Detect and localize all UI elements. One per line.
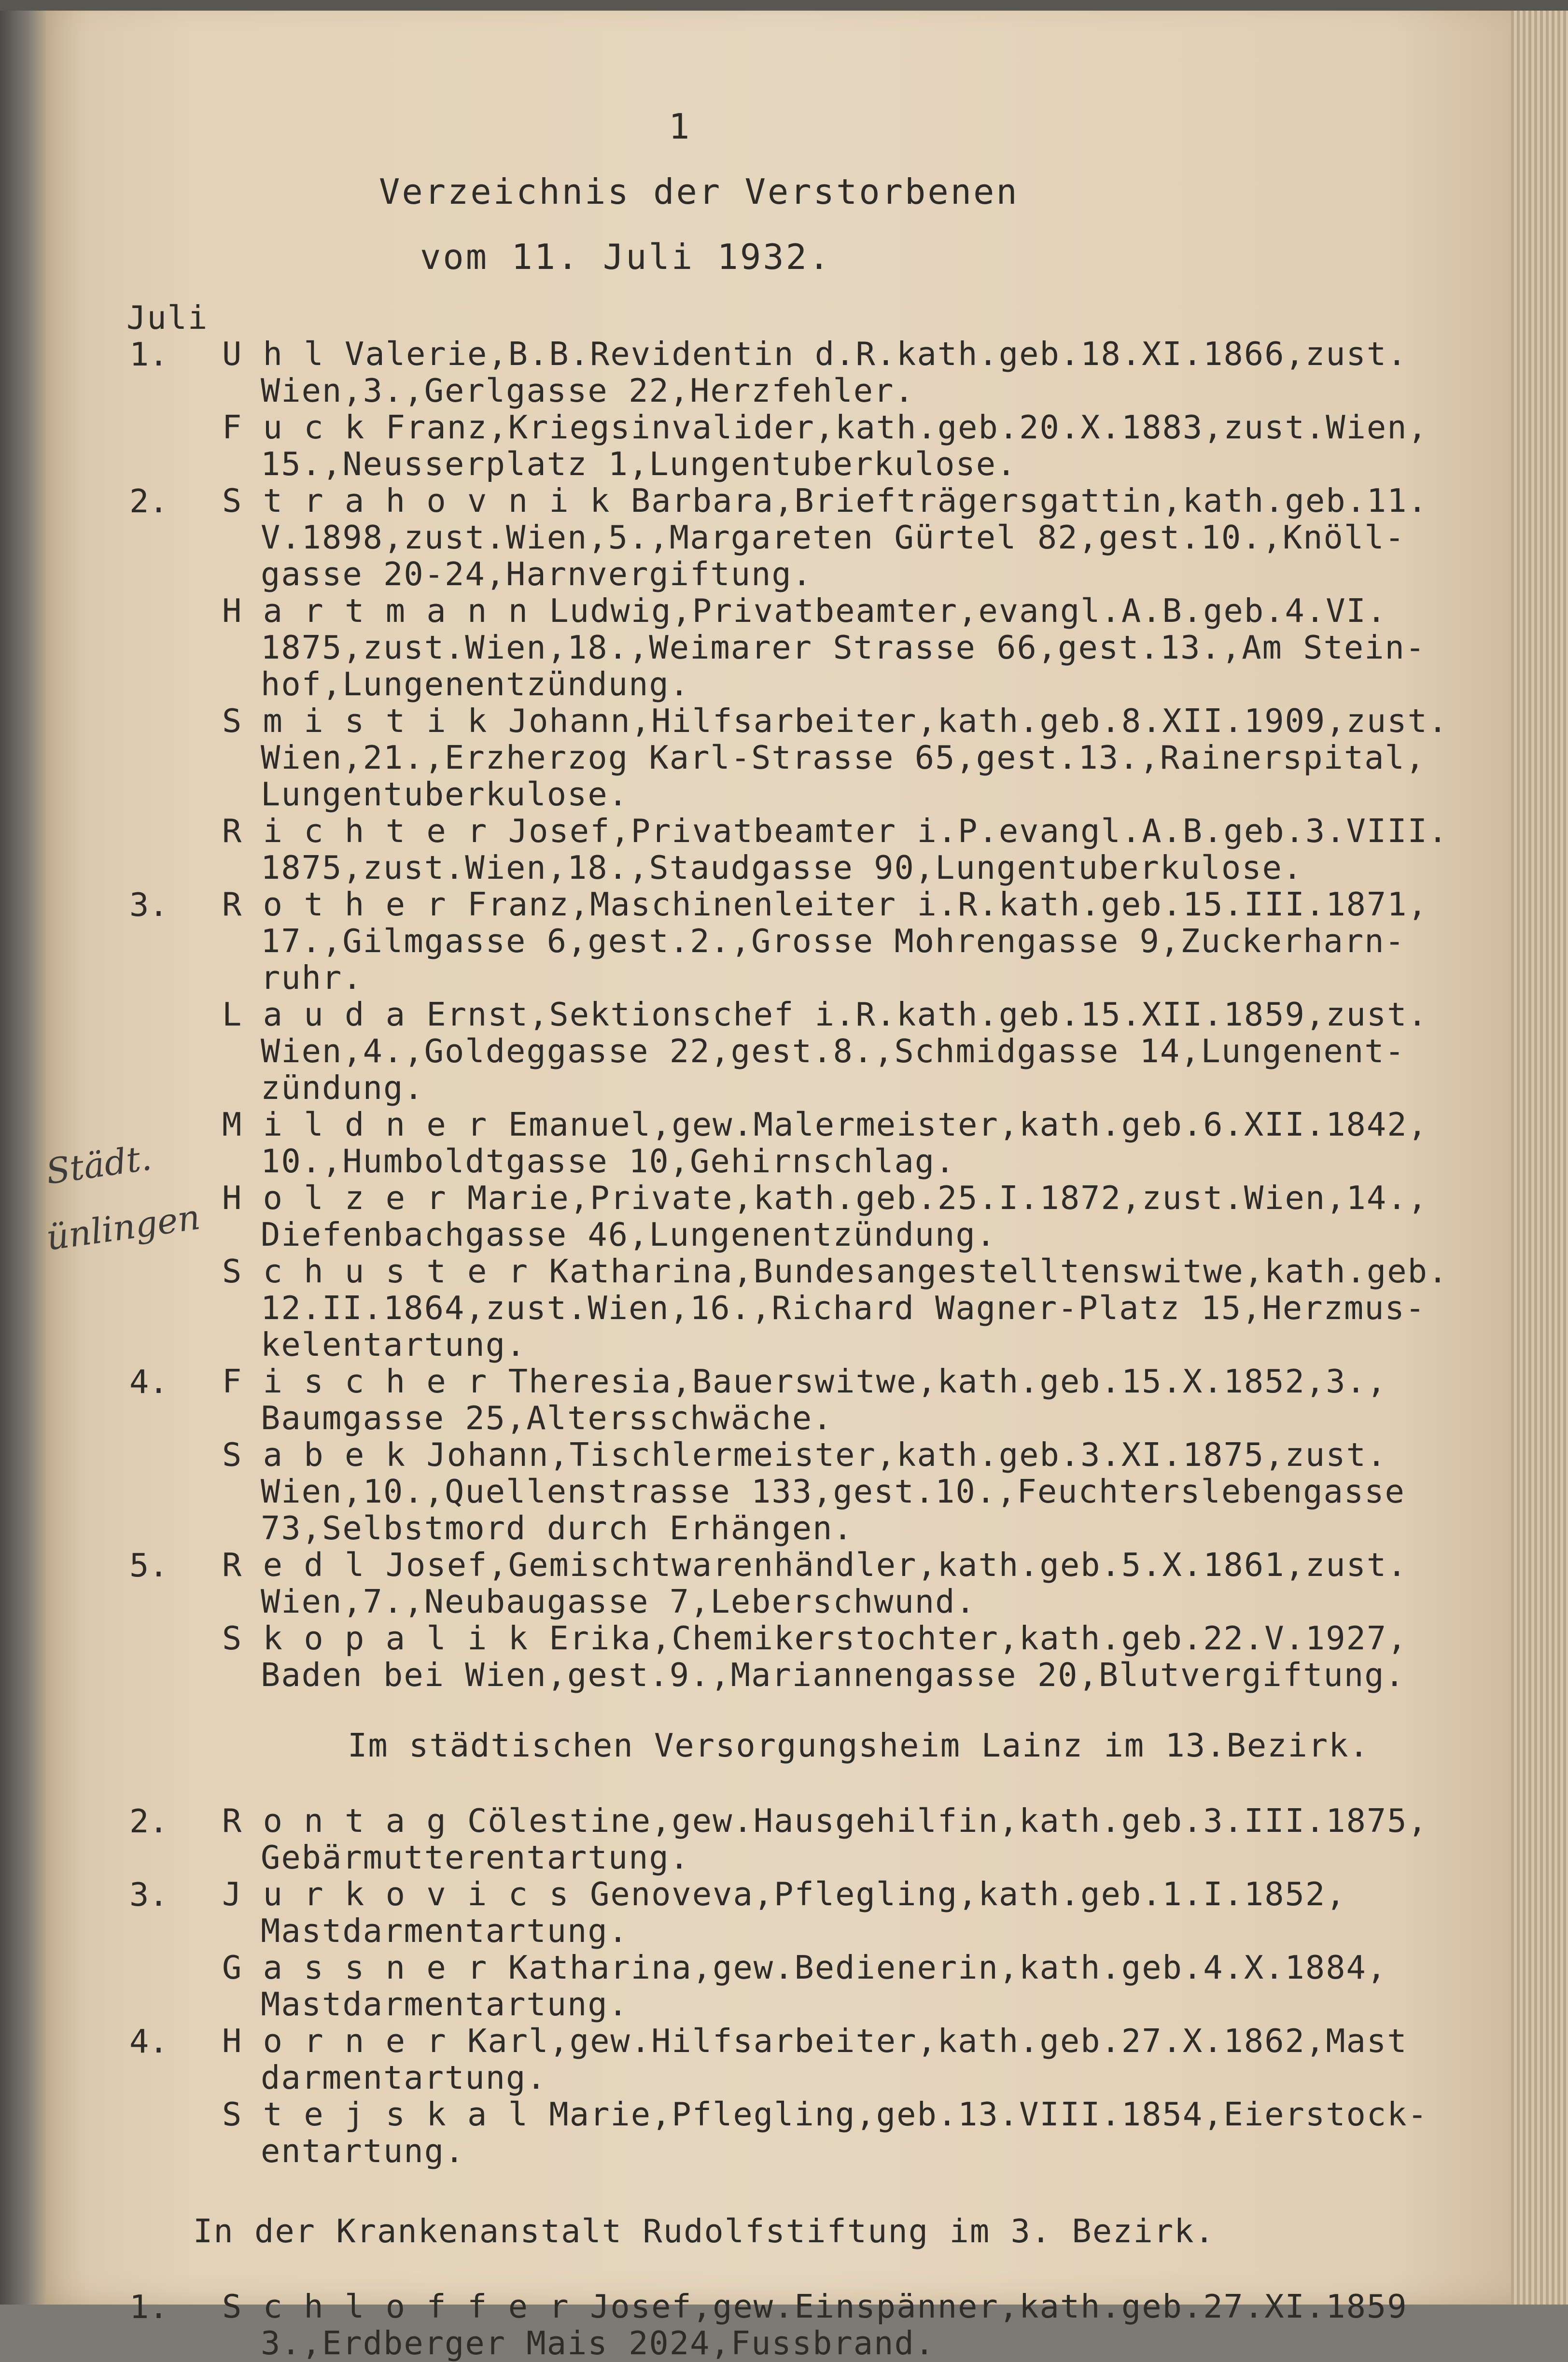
section1-entry-continuation: 17.,Gilmgasse 6,gest.2.,Grosse Mohrengasse 9,Zuckerharn- xyxy=(261,922,1405,960)
section1-entry-continuation: Wien,7.,Neubaugasse 7,Leberschwund. xyxy=(261,1583,976,1620)
entry-text: Franz,Maschinenleiter i.R.kath.geb.15.III.1871, xyxy=(447,886,1428,923)
surname: S k o p a l i k xyxy=(222,1619,529,1657)
surname: H o l z e r xyxy=(222,1179,447,1217)
surname: M i l d n e r xyxy=(222,1106,488,1143)
entry-text: Johann,Hilfsarbeiter,kath.geb.8.XII.1909,zust. xyxy=(488,702,1449,740)
entry-text: Genoveva,Pflegling,kath.geb.1.I.1852, xyxy=(569,1875,1346,1913)
section1-entry xyxy=(222,409,1428,446)
section1-entry-continuation: zündung. xyxy=(261,1069,424,1107)
entry-text: Katharina,gew.Bedienerin,kath.geb.4.X.1884, xyxy=(488,1949,1387,1986)
section1-entry xyxy=(222,1620,1408,1657)
section1-entry xyxy=(222,592,1387,629)
surname: H o r n e r xyxy=(222,2022,447,2060)
entry-text: Johann,Tischlermeister,kath.geb.3.XI.1875,zust. xyxy=(406,1436,1387,1474)
section2-entry xyxy=(222,2096,1428,2133)
entry-text: Marie,Private,kath.geb.25.I.1872,zust.Wien,14., xyxy=(447,1179,1428,1217)
entry-text: Josef,Gemischtwarenhändler,kath.geb.5.X.1861,zust. xyxy=(365,1546,1408,1584)
section1-entry xyxy=(222,336,1408,372)
entry-text: Josef,Privatbeamter i.P.evangl.A.B.geb.3.VIII. xyxy=(488,812,1449,850)
entry-text: Cölestine,gew.Hausgehilfin,kath.geb.3.III.1875, xyxy=(447,1802,1428,1840)
section1-entry-number: 2. xyxy=(129,482,168,520)
section2-entry-continuation: darmentartung. xyxy=(261,2059,547,2096)
section2-entry xyxy=(222,1876,1346,1912)
section1-entry xyxy=(222,886,1428,923)
entry-text: Marie,Pflegling,geb.13.VIII.1854,Eierstock- xyxy=(529,2095,1428,2133)
surname: S c h l o f f e r xyxy=(222,2288,570,2325)
section2-entry-continuation: Mastdarmentartung. xyxy=(261,1912,629,1950)
section1-entry-continuation: 10.,Humboldtgasse 10,Gehirnschlag. xyxy=(261,1142,956,1180)
surname: R o n t a g xyxy=(222,1802,447,1840)
handwritten-note-1: Städt. xyxy=(43,1137,154,1192)
surname: H a r t m a n n xyxy=(222,592,529,630)
entry-text: Franz,Kriegsinvalider,kath.geb.20.X.1883,zust.Wien, xyxy=(365,408,1428,446)
surname: J u r k o v i c s xyxy=(222,1875,570,1913)
section1-entry xyxy=(222,1436,1387,1473)
section2-entry-number: 2. xyxy=(129,1802,168,1840)
surname: S c h u s t e r xyxy=(222,1252,529,1290)
surname: G a s s n e r xyxy=(222,1949,488,1986)
handwritten-note-2: ünlingen xyxy=(43,1196,203,1258)
section1-entry-number: 5. xyxy=(129,1547,168,1584)
surname: S t r a h o v n i k xyxy=(222,482,611,520)
document-date: vom 11. Juli 1932. xyxy=(420,237,832,277)
surname: L a u d a xyxy=(222,996,406,1033)
section1-entry xyxy=(222,996,1428,1033)
section1-entry-continuation: Baumgasse 25,Altersschwäche. xyxy=(261,1399,833,1437)
section1-entry-continuation: Wien,10.,Quellenstrasse 133,gest.10.,Feuchterslebengasse xyxy=(261,1473,1405,1510)
section1-entry-number: 1. xyxy=(129,336,168,373)
section2-entry-number: 3. xyxy=(129,1876,168,1913)
entry-text: Ludwig,Privatbeamter,evangl.A.B.geb.4.VI. xyxy=(529,592,1387,630)
document-title: Verzeichnis der Verstorbenen xyxy=(379,171,1019,212)
section1-entry xyxy=(222,1106,1428,1143)
surname: R e d l xyxy=(222,1546,365,1584)
section3-entry xyxy=(222,2288,1408,2325)
section1-entry-continuation: V.1898,zust.Wien,5.,Margareten Gürtel 82,gest.10.,Knöll- xyxy=(261,519,1405,556)
entry-text: Ernst,Sektionschef i.R.kath.geb.15.XII.1859,zust. xyxy=(406,996,1428,1033)
section1-entry xyxy=(222,813,1448,849)
surname: F u c k xyxy=(222,408,365,446)
section2-entry xyxy=(222,1949,1387,1986)
section1-entry-continuation: Wien,21.,Erzherzog Karl-Strasse 65,gest.13.,Rainerspital, xyxy=(261,739,1426,776)
entry-text: Barbara,Briefträgersgattin,kath.geb.11. xyxy=(610,482,1428,520)
entry-text: Karl,gew.Hilfsarbeiter,kath.geb.27.X.1862,Mast xyxy=(447,2022,1408,2060)
section1-entry xyxy=(222,482,1428,519)
section1-entry-number: 3. xyxy=(129,886,168,924)
section3-entry-number: 1. xyxy=(129,2288,168,2326)
section2-entry-number: 4. xyxy=(129,2023,168,2060)
section2-entry xyxy=(222,2023,1408,2059)
section1-entry-continuation: 1875,zust.Wien,18.,Weimarer Strasse 66,gest.13.,Am Stein- xyxy=(261,629,1426,666)
entry-text: Valerie,B.B.Revidentin d.R.kath.geb.18.XI.1866,zust. xyxy=(324,335,1408,373)
surname: S m i s t i k xyxy=(222,702,488,740)
entry-text: Katharina,Bundesangestelltenswitwe,kath.geb. xyxy=(529,1252,1449,1290)
section2-entry-continuation: Gebärmutterentartung. xyxy=(261,1839,690,1876)
section1-entry-continuation: Wien,3.,Gerlgasse 22,Herzfehler. xyxy=(261,372,915,409)
surname: R o t h e r xyxy=(222,886,447,923)
surname: S t e j s k a l xyxy=(222,2095,529,2133)
section1-entry xyxy=(222,1363,1387,1400)
section1-entry-continuation: 12.II.1864,zust.Wien,16.,Richard Wagner-Platz 15,Herzmus- xyxy=(261,1289,1426,1327)
section3-heading: In der Krankenanstalt Rudolfstiftung im 3. Bezirk. xyxy=(193,2212,1215,2250)
section1-entry-continuation: 15.,Neusserplatz 1,Lungentuberkulose. xyxy=(261,445,1017,483)
section3-entry-continuation: 3.,Erdberger Mais 2024,Fussbrand. xyxy=(261,2324,936,2362)
section1-entry-continuation: Diefenbachgasse 46,Lungenentzündung. xyxy=(261,1216,997,1253)
surname: U h l xyxy=(222,335,324,373)
section1-entry xyxy=(222,1253,1448,1290)
section1-entry-continuation: 1875,zust.Wien,18.,Staudgasse 90,Lungentuberkulose. xyxy=(261,849,1303,886)
surname: R i c h t e r xyxy=(222,812,488,850)
page-number: 1 xyxy=(669,106,692,147)
entry-text: Erika,Chemikerstochter,kath.geb.22.V.1927, xyxy=(529,1619,1408,1657)
section1-entry xyxy=(222,1547,1408,1583)
section1-entry xyxy=(222,1180,1428,1216)
section2-heading: Im städtischen Versorgungsheim Lainz im 13.Bezirk. xyxy=(348,1727,1370,1764)
month-label: Juli xyxy=(126,299,209,337)
section1-entry-number: 4. xyxy=(129,1363,168,1401)
section1-entry-continuation: Wien,4.,Goldeggasse 22,gest.8.,Schmidgasse 14,Lungenent- xyxy=(261,1032,1405,1070)
section1-entry-continuation: Baden bei Wien,gest.9.,Mariannengasse 20,Blutvergiftung. xyxy=(261,1656,1405,1694)
entry-text: Emanuel,gew.Malermeister,kath.geb.6.XII.1842, xyxy=(488,1106,1428,1143)
section2-entry-continuation: Mastdarmentartung. xyxy=(261,1985,629,2023)
section1-entry-continuation: Lungentuberkulose. xyxy=(261,775,629,813)
section1-entry-continuation: ruhr. xyxy=(261,959,363,997)
section1-entry-continuation: 73,Selbstmord durch Erhängen. xyxy=(261,1509,854,1547)
section1-entry-continuation: hof,Lungenentzündung. xyxy=(261,665,690,703)
section1-entry xyxy=(222,703,1448,739)
surname: S a b e k xyxy=(222,1436,406,1474)
section1-entry-continuation: kelentartung. xyxy=(261,1326,527,1364)
surname: F i s c h e r xyxy=(222,1363,488,1400)
entry-text: Josef,gew.Einspänner,kath.geb.27.XI.1859 xyxy=(569,2288,1408,2325)
section2-entry xyxy=(222,1802,1428,1839)
section1-entry-continuation: gasse 20-24,Harnvergiftung. xyxy=(261,555,813,593)
section2-entry-continuation: entartung. xyxy=(261,2132,465,2170)
entry-text: Theresia,Bauerswitwe,kath.geb.15.X.1852,3., xyxy=(488,1363,1387,1400)
